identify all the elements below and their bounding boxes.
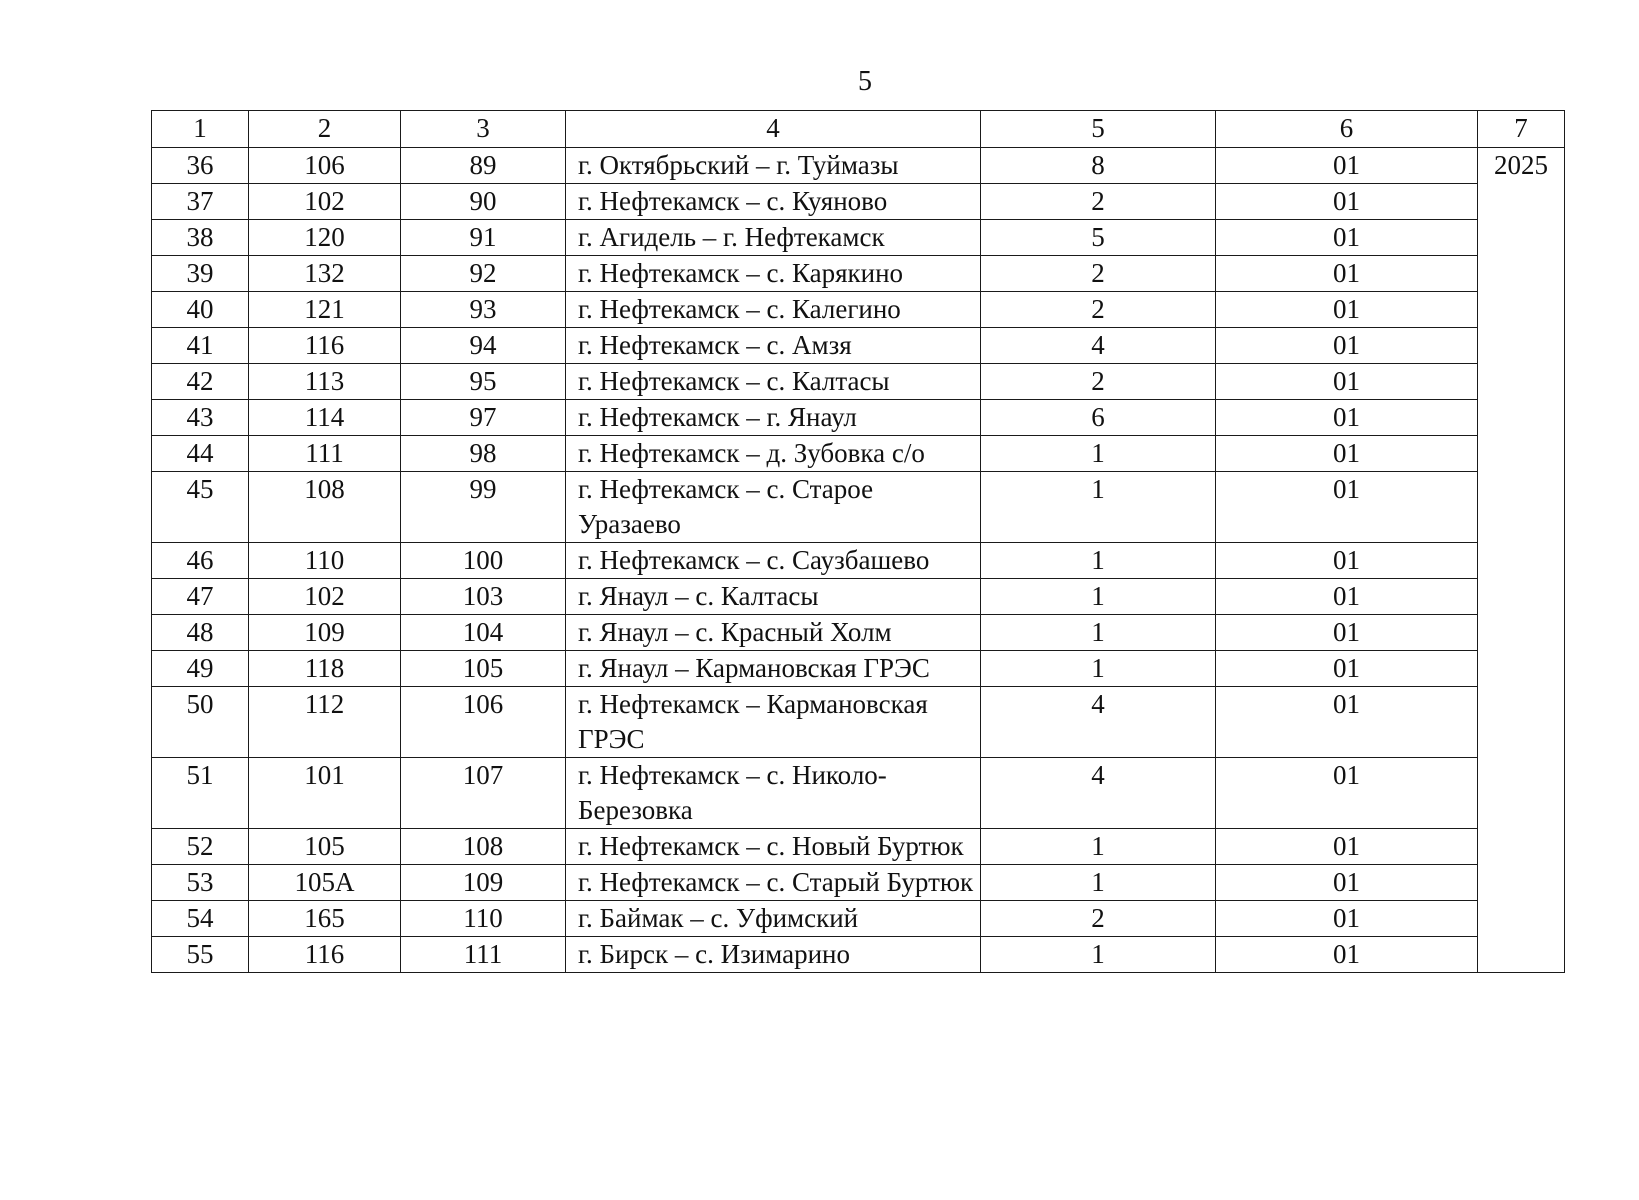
column-header-5: 5 (981, 111, 1216, 148)
row-number-cell: 39 (152, 256, 249, 292)
column-5-cell: 2 (981, 184, 1216, 220)
route-cell: г. Нефтекамск – с. Саузбашево (566, 543, 981, 579)
row-number-cell: 43 (152, 400, 249, 436)
column-3-cell: 107 (401, 758, 566, 829)
column-3-cell: 92 (401, 256, 566, 292)
column-3-cell: 108 (401, 829, 566, 865)
column-3-cell: 91 (401, 220, 566, 256)
column-6-cell: 01 (1216, 472, 1478, 543)
column-5-cell: 2 (981, 901, 1216, 937)
column-2-cell: 101 (249, 758, 401, 829)
column-6-cell: 01 (1216, 615, 1478, 651)
column-3-cell: 97 (401, 400, 566, 436)
table-row (152, 901, 1565, 937)
column-5-cell: 6 (981, 400, 1216, 436)
column-6-cell: 01 (1216, 184, 1478, 220)
route-cell: г. Нефтекамск – с. Куяново (566, 184, 981, 220)
table-row (152, 758, 1565, 829)
route-cell: г. Нефтекамск – г. Янаул (566, 400, 981, 436)
column-6-cell: 01 (1216, 328, 1478, 364)
column-5-cell: 1 (981, 472, 1216, 543)
route-cell: г. Нефтекамск – с. Старое Уразаево (566, 472, 981, 543)
row-number-cell: 55 (152, 937, 249, 973)
column-5-cell: 1 (981, 865, 1216, 901)
column-3-cell: 94 (401, 328, 566, 364)
column-6-cell: 01 (1216, 400, 1478, 436)
column-2-cell: 105А (249, 865, 401, 901)
route-cell: г. Нефтекамск – с. Калегино (566, 292, 981, 328)
row-number-cell: 53 (152, 865, 249, 901)
table-row (152, 220, 1565, 256)
column-3-cell: 105 (401, 651, 566, 687)
row-number-cell: 36 (152, 148, 249, 184)
route-cell: г. Нефтекамск – с. Калтасы (566, 364, 981, 400)
column-5-cell: 2 (981, 256, 1216, 292)
table-row (152, 148, 1565, 184)
page-number: 5 (858, 66, 872, 97)
column-5-cell: 1 (981, 579, 1216, 615)
row-number-cell: 44 (152, 436, 249, 472)
column-5-cell: 5 (981, 220, 1216, 256)
row-number-cell: 50 (152, 687, 249, 758)
column-header-2: 2 (249, 111, 401, 148)
route-cell: г. Нефтекамск – Кармановская ГРЭС (566, 687, 981, 758)
column-2-cell: 110 (249, 543, 401, 579)
table-row (152, 937, 1565, 973)
row-number-cell: 41 (152, 328, 249, 364)
column-3-cell: 109 (401, 865, 566, 901)
column-2-cell: 114 (249, 400, 401, 436)
column-3-cell: 111 (401, 937, 566, 973)
column-6-cell: 01 (1216, 292, 1478, 328)
row-number-cell: 47 (152, 579, 249, 615)
column-header-7: 7 (1478, 111, 1565, 148)
table-row (152, 328, 1565, 364)
column-2-cell: 108 (249, 472, 401, 543)
column-6-cell: 01 (1216, 543, 1478, 579)
column-6-cell: 01 (1216, 651, 1478, 687)
row-number-cell: 54 (152, 901, 249, 937)
column-header-4: 4 (566, 111, 981, 148)
column-3-cell: 89 (401, 148, 566, 184)
column-6-cell: 01 (1216, 687, 1478, 758)
column-header-3: 3 (401, 111, 566, 148)
column-3-cell: 98 (401, 436, 566, 472)
column-2-cell: 116 (249, 937, 401, 973)
route-cell: г. Янаул – Кармановская ГРЭС (566, 651, 981, 687)
column-5-cell: 1 (981, 436, 1216, 472)
column-2-cell: 105 (249, 829, 401, 865)
column-6-cell: 01 (1216, 220, 1478, 256)
row-number-cell: 51 (152, 758, 249, 829)
column-2-cell: 120 (249, 220, 401, 256)
column-2-cell: 106 (249, 148, 401, 184)
column-3-cell: 100 (401, 543, 566, 579)
column-2-cell: 121 (249, 292, 401, 328)
column-header-1: 1 (152, 111, 249, 148)
route-cell: г. Нефтекамск – д. Зубовка с/о (566, 436, 981, 472)
column-3-cell: 110 (401, 901, 566, 937)
column-2-cell: 102 (249, 184, 401, 220)
column-6-cell: 01 (1216, 436, 1478, 472)
column-2-cell: 118 (249, 651, 401, 687)
column-5-cell: 1 (981, 651, 1216, 687)
column-5-cell: 2 (981, 292, 1216, 328)
column-2-cell: 116 (249, 328, 401, 364)
column-2-cell: 132 (249, 256, 401, 292)
row-number-cell: 48 (152, 615, 249, 651)
column-5-cell: 4 (981, 328, 1216, 364)
column-2-cell: 112 (249, 687, 401, 758)
table-row (152, 829, 1565, 865)
column-6-cell: 01 (1216, 256, 1478, 292)
table-row (152, 579, 1565, 615)
route-cell: г. Янаул – с. Калтасы (566, 579, 981, 615)
year-cell: 2025 (1478, 148, 1565, 973)
column-header-6: 6 (1216, 111, 1478, 148)
table-row (152, 687, 1565, 758)
table-row (152, 436, 1565, 472)
route-cell: г. Янаул – с. Красный Холм (566, 615, 981, 651)
route-cell: г. Нефтекамск – с. Карякино (566, 256, 981, 292)
row-number-cell: 49 (152, 651, 249, 687)
row-number-cell: 46 (152, 543, 249, 579)
column-6-cell: 01 (1216, 865, 1478, 901)
row-number-cell: 40 (152, 292, 249, 328)
column-5-cell: 1 (981, 829, 1216, 865)
table-row (152, 543, 1565, 579)
column-2-cell: 113 (249, 364, 401, 400)
table-row (152, 292, 1565, 328)
table-row (152, 256, 1565, 292)
route-cell: г. Нефтекамск – с. Амзя (566, 328, 981, 364)
column-6-cell: 01 (1216, 829, 1478, 865)
table-row (152, 651, 1565, 687)
table-header-row (152, 111, 1565, 148)
row-number-cell: 45 (152, 472, 249, 543)
column-2-cell: 109 (249, 615, 401, 651)
column-6-cell: 01 (1216, 579, 1478, 615)
column-5-cell: 8 (981, 148, 1216, 184)
route-cell: г. Баймак – с. Уфимский (566, 901, 981, 937)
table-row (152, 615, 1565, 651)
column-3-cell: 106 (401, 687, 566, 758)
routes-table (151, 110, 1565, 973)
column-5-cell: 1 (981, 615, 1216, 651)
route-cell: г. Нефтекамск – с. Новый Буртюк (566, 829, 981, 865)
row-number-cell: 42 (152, 364, 249, 400)
table-row (152, 865, 1565, 901)
column-3-cell: 95 (401, 364, 566, 400)
route-cell: г. Нефтекамск – с. Старый Буртюк (566, 865, 981, 901)
column-2-cell: 165 (249, 901, 401, 937)
column-5-cell: 4 (981, 687, 1216, 758)
route-cell: г. Агидель – г. Нефтекамск (566, 220, 981, 256)
table-row (152, 472, 1565, 543)
column-2-cell: 111 (249, 436, 401, 472)
column-6-cell: 01 (1216, 148, 1478, 184)
row-number-cell: 52 (152, 829, 249, 865)
column-5-cell: 1 (981, 543, 1216, 579)
column-6-cell: 01 (1216, 364, 1478, 400)
column-3-cell: 99 (401, 472, 566, 543)
column-6-cell: 01 (1216, 937, 1478, 973)
column-3-cell: 93 (401, 292, 566, 328)
column-5-cell: 1 (981, 937, 1216, 973)
column-3-cell: 103 (401, 579, 566, 615)
column-6-cell: 01 (1216, 901, 1478, 937)
route-cell: г. Бирск – с. Изимарино (566, 937, 981, 973)
row-number-cell: 37 (152, 184, 249, 220)
table-row (152, 400, 1565, 436)
column-3-cell: 90 (401, 184, 566, 220)
route-cell: г. Октябрьский – г. Туймазы (566, 148, 981, 184)
column-6-cell: 01 (1216, 758, 1478, 829)
table-row (152, 364, 1565, 400)
column-2-cell: 102 (249, 579, 401, 615)
column-3-cell: 104 (401, 615, 566, 651)
column-5-cell: 2 (981, 364, 1216, 400)
column-5-cell: 4 (981, 758, 1216, 829)
row-number-cell: 38 (152, 220, 249, 256)
route-cell: г. Нефтекамск – с. Николо-Березовка (566, 758, 981, 829)
table-row (152, 184, 1565, 220)
